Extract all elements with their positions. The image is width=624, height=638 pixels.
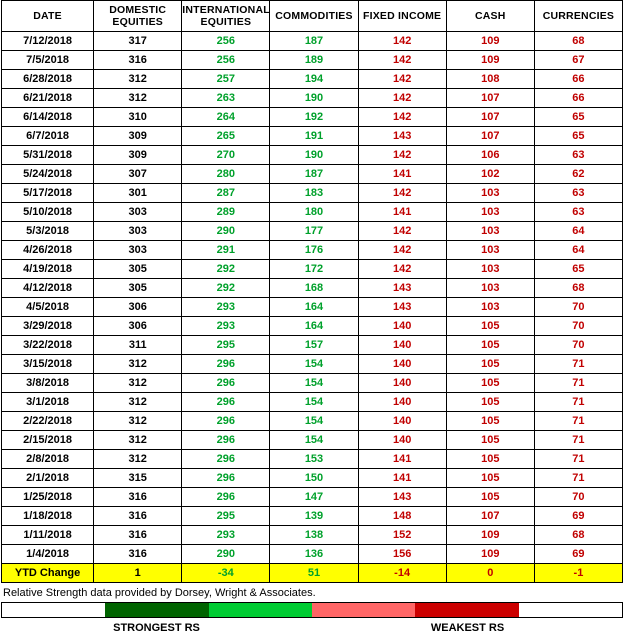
table-row	[2, 450, 623, 469]
table-row	[2, 146, 623, 165]
cell-cash: 105	[446, 450, 534, 469]
cell-commodities: 139	[270, 507, 358, 526]
cell-international-equities: 296	[182, 412, 270, 431]
table-row	[2, 203, 623, 222]
cell-international-equities: 264	[182, 108, 270, 127]
cell-international-equities: 296	[182, 431, 270, 450]
cell-cash: 105	[446, 374, 534, 393]
cell-fixed-income: 142	[358, 108, 446, 127]
cell-cash: 105	[446, 469, 534, 488]
cell-ytd-label: YTD Change	[2, 564, 94, 583]
table-row	[2, 51, 623, 70]
cell-cash: 105	[446, 412, 534, 431]
cell-cash: 109	[446, 51, 534, 70]
cell-currencies: 62	[534, 165, 622, 184]
cell-domestic-equities: 312	[94, 431, 182, 450]
cell-commodities: 154	[270, 393, 358, 412]
cell-commodities: 183	[270, 184, 358, 203]
cell-fixed-income: 143	[358, 127, 446, 146]
cell-commodities: 154	[270, 412, 358, 431]
table-row	[2, 336, 623, 355]
data-source-note: Relative Strength data provided by Dorsey, Wright & Associates.	[3, 587, 316, 599]
cell-ytd-domestic-equities: 1	[94, 564, 182, 583]
cell-domestic-equities: 306	[94, 298, 182, 317]
cell-currencies: 63	[534, 203, 622, 222]
cell-international-equities: 290	[182, 222, 270, 241]
cell-currencies: 65	[534, 127, 622, 146]
cell-cash: 103	[446, 203, 534, 222]
cell-commodities: 176	[270, 241, 358, 260]
cell-cash: 107	[446, 127, 534, 146]
cell-date: 3/1/2018	[2, 393, 94, 412]
cell-cash: 105	[446, 355, 534, 374]
table-header-row	[2, 1, 623, 32]
cell-date: 6/14/2018	[2, 108, 94, 127]
cell-domestic-equities: 317	[94, 32, 182, 51]
cell-cash: 103	[446, 260, 534, 279]
cell-international-equities: 290	[182, 545, 270, 564]
cell-commodities: 189	[270, 51, 358, 70]
cell-commodities: 187	[270, 32, 358, 51]
table-row	[2, 127, 623, 146]
cell-currencies: 63	[534, 146, 622, 165]
table-row	[2, 89, 623, 108]
cell-domestic-equities: 312	[94, 412, 182, 431]
cell-cash: 109	[446, 526, 534, 545]
cell-commodities: 192	[270, 108, 358, 127]
cell-fixed-income: 142	[358, 32, 446, 51]
cell-date: 1/4/2018	[2, 545, 94, 564]
cell-international-equities: 256	[182, 51, 270, 70]
cell-fixed-income: 156	[358, 545, 446, 564]
cell-commodities: 136	[270, 545, 358, 564]
table-row	[2, 393, 623, 412]
cell-international-equities: 293	[182, 298, 270, 317]
column-header-currencies: CURRENCIES	[534, 1, 622, 32]
cell-ytd-international-equities: -34	[182, 564, 270, 583]
cell-commodities: 154	[270, 355, 358, 374]
cell-fixed-income: 142	[358, 184, 446, 203]
cell-currencies: 64	[534, 241, 622, 260]
cell-date: 7/5/2018	[2, 51, 94, 70]
cell-domestic-equities: 309	[94, 146, 182, 165]
cell-date: 5/10/2018	[2, 203, 94, 222]
cell-date: 1/11/2018	[2, 526, 94, 545]
cell-currencies: 68	[534, 32, 622, 51]
cell-date: 5/3/2018	[2, 222, 94, 241]
table-row	[2, 70, 623, 89]
cell-domestic-equities: 303	[94, 222, 182, 241]
cell-currencies: 68	[534, 526, 622, 545]
legend-label-strongest-rs: STRONGEST RS	[113, 622, 200, 634]
cell-international-equities: 295	[182, 507, 270, 526]
cell-commodities: 164	[270, 298, 358, 317]
cell-date: 5/31/2018	[2, 146, 94, 165]
cell-domestic-equities: 312	[94, 450, 182, 469]
cell-fixed-income: 140	[358, 355, 446, 374]
cell-fixed-income: 142	[358, 260, 446, 279]
cell-fixed-income: 148	[358, 507, 446, 526]
cell-commodities: 187	[270, 165, 358, 184]
legend-color-bars	[1, 602, 623, 618]
cell-domestic-equities: 307	[94, 165, 182, 184]
cell-commodities: 190	[270, 146, 358, 165]
cell-date: 6/28/2018	[2, 70, 94, 89]
cell-international-equities: 280	[182, 165, 270, 184]
cell-domestic-equities: 316	[94, 488, 182, 507]
cell-domestic-equities: 312	[94, 89, 182, 108]
legend-label-weakest-rs: WEAKEST RS	[430, 622, 505, 634]
cell-commodities: 138	[270, 526, 358, 545]
cell-date: 1/25/2018	[2, 488, 94, 507]
cell-cash: 105	[446, 488, 534, 507]
cell-domestic-equities: 301	[94, 184, 182, 203]
cell-fixed-income: 140	[358, 412, 446, 431]
cell-commodities: 168	[270, 279, 358, 298]
cell-international-equities: 295	[182, 336, 270, 355]
cell-commodities: 157	[270, 336, 358, 355]
cell-domestic-equities: 309	[94, 127, 182, 146]
cell-fixed-income: 142	[358, 146, 446, 165]
legend-labels	[1, 618, 623, 638]
cell-ytd-cash: 0	[446, 564, 534, 583]
cell-date: 4/12/2018	[2, 279, 94, 298]
column-header-international-equities: INTERNATIONAL EQUITIES	[182, 1, 270, 32]
cell-fixed-income: 143	[358, 488, 446, 507]
cell-fixed-income: 140	[358, 393, 446, 412]
cell-international-equities: 296	[182, 469, 270, 488]
cell-date: 3/15/2018	[2, 355, 94, 374]
cell-international-equities: 287	[182, 184, 270, 203]
table-row	[2, 32, 623, 51]
cell-cash: 107	[446, 507, 534, 526]
cell-cash: 108	[446, 70, 534, 89]
cell-domestic-equities: 306	[94, 317, 182, 336]
cell-date: 1/18/2018	[2, 507, 94, 526]
cell-commodities: 180	[270, 203, 358, 222]
cell-international-equities: 296	[182, 355, 270, 374]
table-row	[2, 431, 623, 450]
cell-fixed-income: 141	[358, 203, 446, 222]
table-row	[2, 165, 623, 184]
cell-date: 2/8/2018	[2, 450, 94, 469]
cell-currencies: 68	[534, 279, 622, 298]
cell-international-equities: 293	[182, 317, 270, 336]
cell-commodities: 154	[270, 431, 358, 450]
cell-currencies: 71	[534, 469, 622, 488]
cell-date: 4/19/2018	[2, 260, 94, 279]
cell-cash: 109	[446, 545, 534, 564]
table-row	[2, 184, 623, 203]
cell-domestic-equities: 312	[94, 374, 182, 393]
cell-fixed-income: 142	[358, 70, 446, 89]
cell-domestic-equities: 316	[94, 545, 182, 564]
cell-commodities: 191	[270, 127, 358, 146]
column-header-date: DATE	[2, 1, 94, 32]
table-row	[2, 526, 623, 545]
cell-fixed-income: 140	[358, 431, 446, 450]
cell-currencies: 70	[534, 298, 622, 317]
cell-date: 7/12/2018	[2, 32, 94, 51]
cell-domestic-equities: 305	[94, 260, 182, 279]
cell-commodities: 177	[270, 222, 358, 241]
cell-date: 2/15/2018	[2, 431, 94, 450]
table-row	[2, 507, 623, 526]
cell-domestic-equities: 310	[94, 108, 182, 127]
cell-commodities: 194	[270, 70, 358, 89]
cell-currencies: 71	[534, 374, 622, 393]
cell-commodities: 190	[270, 89, 358, 108]
cell-currencies: 71	[534, 393, 622, 412]
cell-fixed-income: 142	[358, 51, 446, 70]
cell-currencies: 65	[534, 260, 622, 279]
cell-international-equities: 296	[182, 393, 270, 412]
cell-domestic-equities: 316	[94, 507, 182, 526]
cell-cash: 107	[446, 108, 534, 127]
cell-date: 6/21/2018	[2, 89, 94, 108]
cell-commodities: 147	[270, 488, 358, 507]
cell-international-equities: 265	[182, 127, 270, 146]
cell-currencies: 70	[534, 488, 622, 507]
table-row	[2, 108, 623, 127]
cell-cash: 109	[446, 32, 534, 51]
cell-fixed-income: 141	[358, 450, 446, 469]
column-header-cash: CASH	[446, 1, 534, 32]
cell-cash: 105	[446, 431, 534, 450]
cell-international-equities: 292	[182, 260, 270, 279]
cell-currencies: 64	[534, 222, 622, 241]
cell-cash: 103	[446, 298, 534, 317]
cell-currencies: 63	[534, 184, 622, 203]
cell-cash: 105	[446, 393, 534, 412]
cell-currencies: 71	[534, 431, 622, 450]
cell-date: 4/5/2018	[2, 298, 94, 317]
column-header-domestic-equities: DOMESTIC EQUITIES	[94, 1, 182, 32]
cell-date: 6/7/2018	[2, 127, 94, 146]
table-row	[2, 545, 623, 564]
cell-fixed-income: 140	[358, 317, 446, 336]
column-header-commodities: COMMODITIES	[270, 1, 358, 32]
cell-international-equities: 289	[182, 203, 270, 222]
table-row	[2, 355, 623, 374]
cell-currencies: 71	[534, 412, 622, 431]
cell-fixed-income: 140	[358, 374, 446, 393]
cell-currencies: 69	[534, 507, 622, 526]
cell-domestic-equities: 311	[94, 336, 182, 355]
table-row	[2, 488, 623, 507]
cell-currencies: 66	[534, 70, 622, 89]
cell-date: 3/22/2018	[2, 336, 94, 355]
cell-date: 2/22/2018	[2, 412, 94, 431]
cell-currencies: 70	[534, 317, 622, 336]
cell-domestic-equities: 305	[94, 279, 182, 298]
cell-currencies: 65	[534, 108, 622, 127]
cell-international-equities: 296	[182, 374, 270, 393]
cell-domestic-equities: 303	[94, 203, 182, 222]
cell-domestic-equities: 315	[94, 469, 182, 488]
cell-cash: 105	[446, 317, 534, 336]
cell-cash: 106	[446, 146, 534, 165]
cell-currencies: 71	[534, 450, 622, 469]
cell-international-equities: 293	[182, 526, 270, 545]
cell-fixed-income: 141	[358, 469, 446, 488]
legend	[1, 602, 623, 638]
legend-segment-5	[519, 603, 622, 617]
cell-domestic-equities: 312	[94, 393, 182, 412]
cell-fixed-income: 152	[358, 526, 446, 545]
table-row	[2, 260, 623, 279]
cell-international-equities: 291	[182, 241, 270, 260]
cell-fixed-income: 142	[358, 222, 446, 241]
cell-fixed-income: 143	[358, 279, 446, 298]
cell-domestic-equities: 316	[94, 526, 182, 545]
table-row	[2, 469, 623, 488]
cell-fixed-income: 142	[358, 89, 446, 108]
legend-segment-3	[312, 603, 415, 617]
cell-international-equities: 270	[182, 146, 270, 165]
cell-domestic-equities: 312	[94, 355, 182, 374]
cell-date: 5/24/2018	[2, 165, 94, 184]
cell-ytd-fixed-income: -14	[358, 564, 446, 583]
cell-cash: 103	[446, 184, 534, 203]
table-row	[2, 298, 623, 317]
table-row	[2, 412, 623, 431]
cell-date: 2/1/2018	[2, 469, 94, 488]
cell-ytd-currencies: -1	[534, 564, 622, 583]
legend-segment-0	[2, 603, 105, 617]
table-row	[2, 279, 623, 298]
cell-international-equities: 296	[182, 488, 270, 507]
cell-date: 5/17/2018	[2, 184, 94, 203]
cell-domestic-equities: 312	[94, 70, 182, 89]
cell-cash: 103	[446, 241, 534, 260]
table-row	[2, 317, 623, 336]
table-row	[2, 374, 623, 393]
ytd-change-row	[2, 564, 623, 583]
legend-segment-1	[105, 603, 208, 617]
cell-international-equities: 257	[182, 70, 270, 89]
relative-strength-table	[1, 0, 623, 583]
cell-commodities: 172	[270, 260, 358, 279]
cell-commodities: 164	[270, 317, 358, 336]
cell-currencies: 70	[534, 336, 622, 355]
cell-date: 4/26/2018	[2, 241, 94, 260]
column-header-fixed-income: FIXED INCOME	[358, 1, 446, 32]
cell-date: 3/8/2018	[2, 374, 94, 393]
table-row	[2, 222, 623, 241]
cell-currencies: 66	[534, 89, 622, 108]
cell-domestic-equities: 316	[94, 51, 182, 70]
table-row	[2, 241, 623, 260]
cell-fixed-income: 143	[358, 298, 446, 317]
cell-fixed-income: 141	[358, 165, 446, 184]
cell-date: 3/29/2018	[2, 317, 94, 336]
cell-ytd-commodities: 51	[270, 564, 358, 583]
cell-commodities: 154	[270, 374, 358, 393]
cell-fixed-income: 140	[358, 336, 446, 355]
cell-commodities: 150	[270, 469, 358, 488]
cell-domestic-equities: 303	[94, 241, 182, 260]
cell-international-equities: 263	[182, 89, 270, 108]
cell-currencies: 67	[534, 51, 622, 70]
cell-cash: 103	[446, 222, 534, 241]
cell-currencies: 69	[534, 545, 622, 564]
cell-currencies: 71	[534, 355, 622, 374]
cell-cash: 103	[446, 279, 534, 298]
cell-international-equities: 296	[182, 450, 270, 469]
cell-cash: 107	[446, 89, 534, 108]
cell-cash: 102	[446, 165, 534, 184]
cell-international-equities: 256	[182, 32, 270, 51]
legend-segment-2	[209, 603, 312, 617]
cell-commodities: 153	[270, 450, 358, 469]
cell-international-equities: 292	[182, 279, 270, 298]
legend-segment-4	[415, 603, 518, 617]
cell-cash: 105	[446, 336, 534, 355]
cell-fixed-income: 142	[358, 241, 446, 260]
